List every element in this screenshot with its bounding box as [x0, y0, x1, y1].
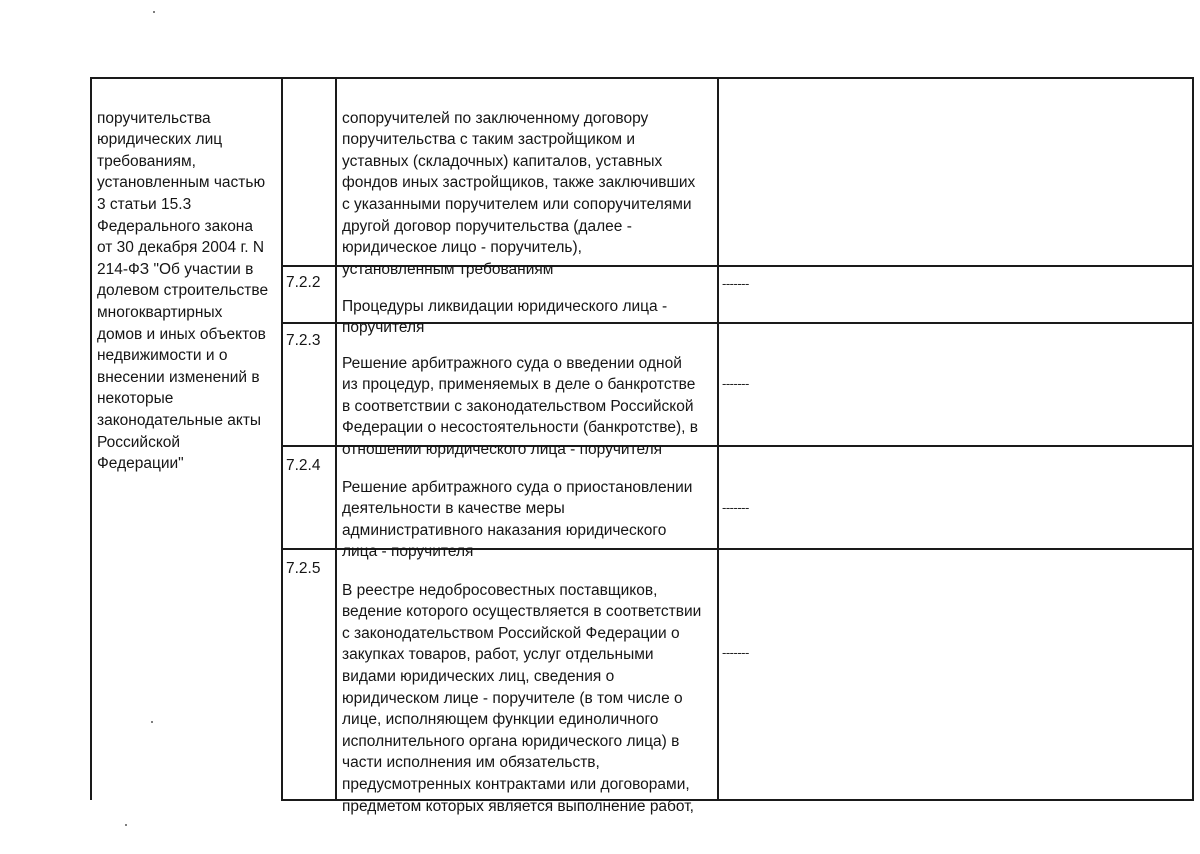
row-4-line: юридическом лице - поручителе (в том числе о	[342, 689, 683, 707]
row-2-line: в соответствии с законодательством Российской	[342, 397, 694, 415]
left-line: требованиям,	[97, 152, 196, 170]
left-line: Федерации"	[97, 455, 184, 473]
table-border-left	[90, 77, 92, 800]
scan-speck	[153, 11, 155, 13]
left-column-text	[97, 86, 268, 496]
row-0-line: другой договор поручительства (далее -	[342, 217, 632, 235]
left-line: многоквартирных	[97, 303, 223, 321]
row-4-line: закупках товаров, работ, услуг отдельными	[342, 646, 654, 664]
row-3-number: 7.2.4	[286, 457, 321, 474]
row-1-line: Процедуры ликвидации юридического лица -	[342, 297, 668, 315]
row-1-number: 7.2.2	[286, 274, 321, 291]
left-line: установленным частью	[97, 174, 266, 192]
row-0-line: с указанными поручителем или сопоручителями	[342, 195, 692, 213]
column-divider-2	[335, 77, 337, 800]
row-1-value: -------	[722, 276, 749, 291]
row-4-description	[342, 558, 701, 839]
row-3-line: деятельности в качестве меры	[342, 500, 565, 518]
row-3-line: административного наказания юридического	[342, 521, 667, 539]
row-0-line: уставных (складочных) капиталов, уставных	[342, 152, 663, 170]
row-2-value: -------	[722, 376, 749, 391]
row-4-line: видами юридических лиц, сведения о	[342, 667, 615, 685]
row-3-line: Решение арбитражного суда о приостановлении	[342, 478, 693, 496]
column-divider-3	[717, 77, 719, 800]
row-4-value: -------	[722, 645, 749, 660]
left-line: законодательные акты	[97, 411, 262, 429]
left-line: юридических лиц	[97, 131, 223, 149]
row-1-line: поручителя	[342, 319, 425, 337]
left-line: домов и иных объектов	[97, 325, 266, 343]
row-4-line: предметом которых является выполнение работ,	[342, 797, 694, 815]
table-border-right	[1192, 77, 1194, 800]
row-0-line: фондов иных застройщиков, также заключивших	[342, 174, 696, 192]
row-4-line: с законодательством Российской Федерации о	[342, 624, 680, 642]
row-4-line: исполнительного органа юридического лица) в	[342, 732, 680, 750]
row-4-line: В реестре недобросовестных поставщиков,	[342, 581, 658, 599]
row-0-line: юридическое лицо - поручитель),	[342, 239, 582, 257]
row-4-line: предусмотренных контрактами или договорами,	[342, 775, 690, 793]
left-line: 214-ФЗ "Об участии в	[97, 260, 254, 278]
table-border-top	[90, 77, 1194, 79]
left-line: внесении изменений в	[97, 368, 260, 386]
row-0-line: установленным требованиям	[342, 260, 554, 278]
row-0-description	[342, 86, 695, 302]
scan-speck	[125, 824, 127, 826]
left-line: долевом строительстве	[97, 282, 269, 300]
row-3-value: -------	[722, 500, 749, 515]
row-2-line: из процедур, применяемых в деле о банкротстве	[342, 376, 696, 394]
left-line: поручительства	[97, 109, 211, 127]
row-4-number: 7.2.5	[286, 560, 321, 577]
left-line: 3 статьи 15.3	[97, 195, 192, 213]
column-divider-1	[281, 77, 283, 800]
row-0-line: сопоручителей по заключенному договору	[342, 109, 649, 127]
row-2-number: 7.2.3	[286, 332, 321, 349]
left-line: некоторые	[97, 390, 174, 408]
left-line: от 30 декабря 2004 г. N	[97, 239, 265, 257]
row-0-line: поручительства с таким застройщиком и	[342, 131, 636, 149]
left-line: Российской	[97, 433, 181, 451]
row-2-line: отношении юридического лица - поручителя	[342, 440, 663, 458]
scan-speck	[151, 721, 153, 723]
left-line: Федерального закона	[97, 217, 253, 235]
row-2-line: Решение арбитражного суда о введении одной	[342, 354, 682, 372]
left-line: недвижимости и о	[97, 347, 228, 365]
row-4-line: части исполнения им обязательств,	[342, 754, 600, 772]
row-4-line: лице, исполняющем функции единоличного	[342, 711, 659, 729]
row-4-line: ведение которого осуществляется в соответствии	[342, 603, 702, 621]
row-2-line: Федерации о несостоятельности (банкротстве), в	[342, 419, 698, 437]
row-3-line: лица - поручителя	[342, 543, 474, 561]
